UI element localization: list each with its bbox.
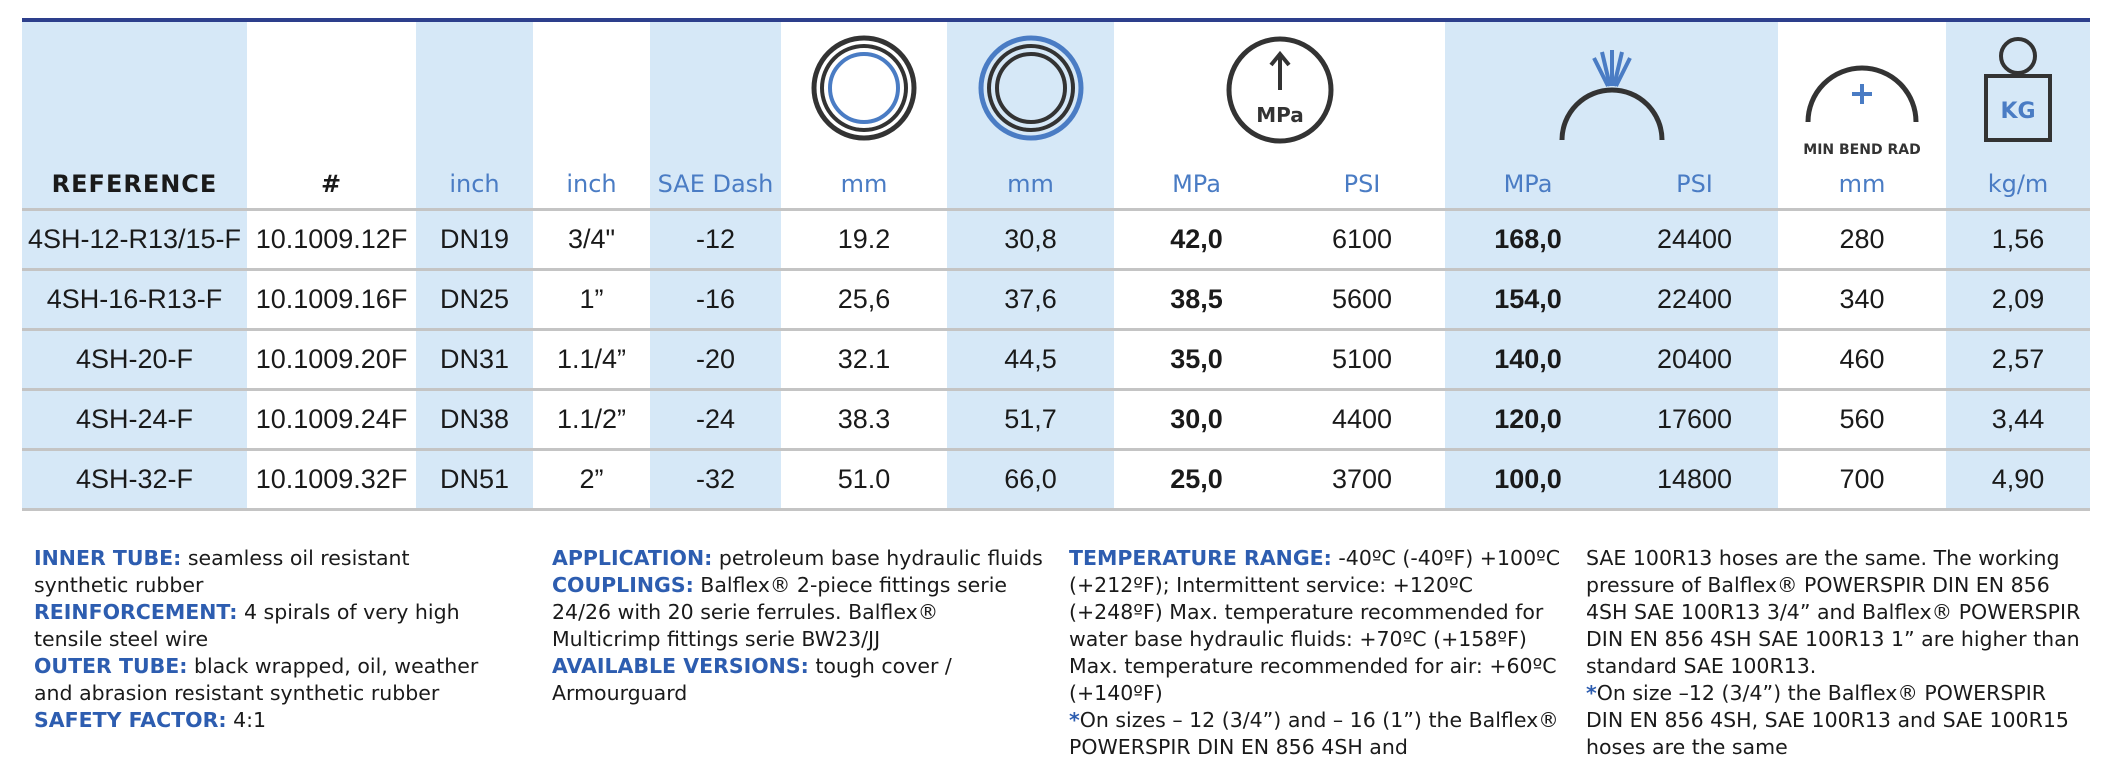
cell-bp-psi: 17600 xyxy=(1611,390,1778,450)
cell-wp-psi: 6100 xyxy=(1279,210,1445,270)
cell-wp-psi: 4400 xyxy=(1279,390,1445,450)
cell-kg: 2,09 xyxy=(1946,270,2090,330)
cell-inch: 1” xyxy=(533,270,650,330)
burst-pressure-icon xyxy=(1552,30,1672,146)
header-mpa-label: MPa xyxy=(1503,170,1553,198)
cell-dash: -20 xyxy=(650,330,781,390)
header-row xyxy=(22,22,2090,210)
table-row xyxy=(22,210,2090,270)
cell-id: 32.1 xyxy=(781,330,947,390)
header-mm-label: mm xyxy=(1007,170,1054,198)
cell-wp-psi: 5600 xyxy=(1279,270,1445,330)
cell-dn: DN25 xyxy=(416,270,533,330)
cell-inch: 1.1/4” xyxy=(533,330,650,390)
cell-bend: 700 xyxy=(1778,450,1946,510)
cell-bp: 140,0 xyxy=(1445,330,1611,390)
note-sizes-12-16-continued: SAE 100R13 hoses are the same. The working pressure of Balflex® POWERSPIR DIN EN 856 4SH SAE 100R13 3/4” and Balflex® POWERSPIR DIN EN 856 4SH SAE 100R13 1” are higher than standard SAE 100R13. xyxy=(1586,546,2081,678)
cell-dash: -12 xyxy=(650,210,781,270)
header-bend-radius xyxy=(1778,22,1946,210)
cell-ref: 4SH-16-R13-F xyxy=(22,270,247,330)
cell-od: 51,7 xyxy=(947,390,1114,450)
notes-col-4 xyxy=(1586,545,2086,761)
cell-bp-psi: 22400 xyxy=(1611,270,1778,330)
cell-wp: 25,0 xyxy=(1114,450,1279,510)
cell-bp: 120,0 xyxy=(1445,390,1611,450)
notes-col-2 xyxy=(552,545,1052,707)
header-inch-label: inch xyxy=(566,170,617,198)
note-reinforcement: REINFORCEMENT: 4 spirals of very high tensile steel wire xyxy=(34,600,460,651)
cell-ref: 4SH-20-F xyxy=(22,330,247,390)
cell-od: 44,5 xyxy=(947,330,1114,390)
header-sae-dash xyxy=(650,22,781,210)
cell-bp-psi: 20400 xyxy=(1611,330,1778,390)
header-number-label: # xyxy=(320,170,343,198)
note-couplings: COUPLINGS: Balflex® 2-piece fittings serie 24/26 with 20 serie ferrules. Balflex® Multicrimp fittings serie BW23/JJ xyxy=(552,573,1008,651)
cell-dn: DN38 xyxy=(416,390,533,450)
pressure-icon-text: MPa xyxy=(1255,103,1304,127)
header-sae-dash-label: SAE Dash xyxy=(657,170,774,198)
bend-icon-text: MIN BEND RAD xyxy=(1803,142,1921,158)
cell-wp: 42,0 xyxy=(1114,210,1279,270)
cell-dn: DN19 xyxy=(416,210,533,270)
cell-bp: 168,0 xyxy=(1445,210,1611,270)
cell-kg: 4,90 xyxy=(1946,450,2090,510)
header-psi-label: PSI xyxy=(1343,170,1381,198)
cell-code: 10.1009.24F xyxy=(247,390,416,450)
cell-id: 51.0 xyxy=(781,450,947,510)
cell-wp-psi: 5100 xyxy=(1279,330,1445,390)
inner-diameter-icon xyxy=(809,32,919,144)
header-psi-label: PSI xyxy=(1676,170,1713,198)
note-size-12: *On size –12 (3/4”) the Balflex® POWERSPIR DIN EN 856 4SH, SAE 100R13 and SAE 100R15 hoses are the same xyxy=(1586,681,2069,759)
cell-od: 66,0 xyxy=(947,450,1114,510)
cell-kg: 3,44 xyxy=(1946,390,2090,450)
cell-bp-psi: 14800 xyxy=(1611,450,1778,510)
header-working-pressure-psi xyxy=(1279,22,1445,210)
cell-code: 10.1009.16F xyxy=(247,270,416,330)
cell-bend: 340 xyxy=(1778,270,1946,330)
header-inch-size xyxy=(533,22,650,210)
cell-code: 10.1009.12F xyxy=(247,210,416,270)
header-mm-label: mm xyxy=(1838,170,1886,198)
header-reference-label: REFERENCE xyxy=(51,170,218,198)
cell-wp: 35,0 xyxy=(1114,330,1279,390)
cell-kg: 2,57 xyxy=(1946,330,2090,390)
header-inch-label: inch xyxy=(449,170,500,198)
cell-ref: 4SH-12-R13/15-F xyxy=(22,210,247,270)
cell-bend: 460 xyxy=(1778,330,1946,390)
cell-kg: 1,56 xyxy=(1946,210,2090,270)
cell-bend: 280 xyxy=(1778,210,1946,270)
cell-id: 19.2 xyxy=(781,210,947,270)
table-row xyxy=(22,450,2090,510)
cell-od: 30,8 xyxy=(947,210,1114,270)
header-working-pressure-mpa xyxy=(1114,22,1304,210)
cell-dn: DN31 xyxy=(416,330,533,390)
cell-ref: 4SH-32-F xyxy=(22,450,247,510)
header-inch-dn xyxy=(416,22,533,210)
cell-inch: 3/4" xyxy=(533,210,650,270)
cell-dash: -32 xyxy=(650,450,781,510)
header-weight xyxy=(1946,22,2090,210)
cell-dash: -24 xyxy=(650,390,781,450)
cell-dash: -16 xyxy=(650,270,781,330)
header-inner-diameter xyxy=(781,22,947,210)
note-safety-factor: SAFETY FACTOR: 4:1 xyxy=(34,708,267,732)
header-mpa-label: MPa xyxy=(1172,170,1221,198)
note-temperature: TEMPERATURE RANGE: -40ºC (-40ºF) +100ºC (+212ºF); Intermittent service: +120ºC (+248ºF) Max. temperature recommended for water base hydraulic fluids: +70ºC (+158ºF) Max. temperature recommended for air: +60ºC (+140ºF) xyxy=(1069,546,1561,705)
note-application: APPLICATION: petroleum base hydraulic fluids xyxy=(552,546,1043,570)
cell-inch: 2” xyxy=(533,450,650,510)
cell-id: 38.3 xyxy=(781,390,947,450)
cell-bend: 560 xyxy=(1778,390,1946,450)
note-outer-tube: OUTER TUBE: black wrapped, oil, weather and abrasion resistant synthetic rubber xyxy=(34,654,479,705)
bend-radius-icon xyxy=(1782,32,1942,162)
spec-table xyxy=(22,22,2090,511)
cell-code: 10.1009.32F xyxy=(247,450,416,510)
cell-wp: 30,0 xyxy=(1114,390,1279,450)
header-reference xyxy=(22,22,247,210)
notes-col-1 xyxy=(34,545,504,734)
cell-dn: DN51 xyxy=(416,450,533,510)
header-number xyxy=(247,22,416,210)
header-outer-diameter xyxy=(947,22,1114,210)
cell-id: 25,6 xyxy=(781,270,947,330)
table-row xyxy=(22,330,2090,390)
cell-bp-psi: 24400 xyxy=(1611,210,1778,270)
cell-inch: 1.1/2” xyxy=(533,390,650,450)
cell-bp: 100,0 xyxy=(1445,450,1611,510)
cell-wp: 38,5 xyxy=(1114,270,1279,330)
note-inner-tube: INNER TUBE: seamless oil resistant synthetic rubber xyxy=(34,546,410,597)
table-row xyxy=(22,270,2090,330)
cell-bp: 154,0 xyxy=(1445,270,1611,330)
outer-diameter-icon xyxy=(976,32,1086,144)
cell-wp-psi: 3700 xyxy=(1279,450,1445,510)
table-row xyxy=(22,390,2090,450)
cell-code: 10.1009.20F xyxy=(247,330,416,390)
note-available-versions: AVAILABLE VERSIONS: tough cover / Armourguard xyxy=(552,654,952,705)
header-mm-label: mm xyxy=(840,170,888,198)
note-sizes-12-16: *On sizes – 12 (3/4”) and – 16 (1”) the Balflex® POWERSPIR DIN EN 856 4SH and xyxy=(1069,708,1559,759)
cell-od: 37,6 xyxy=(947,270,1114,330)
notes-col-3 xyxy=(1069,545,1569,761)
weight-icon xyxy=(1968,32,2068,148)
header-kgm-label: kg/m xyxy=(1987,170,2049,198)
cell-ref: 4SH-24-F xyxy=(22,390,247,450)
weight-icon-text: KG xyxy=(2000,99,2036,124)
header-burst-pressure-mpa xyxy=(1445,22,1611,210)
